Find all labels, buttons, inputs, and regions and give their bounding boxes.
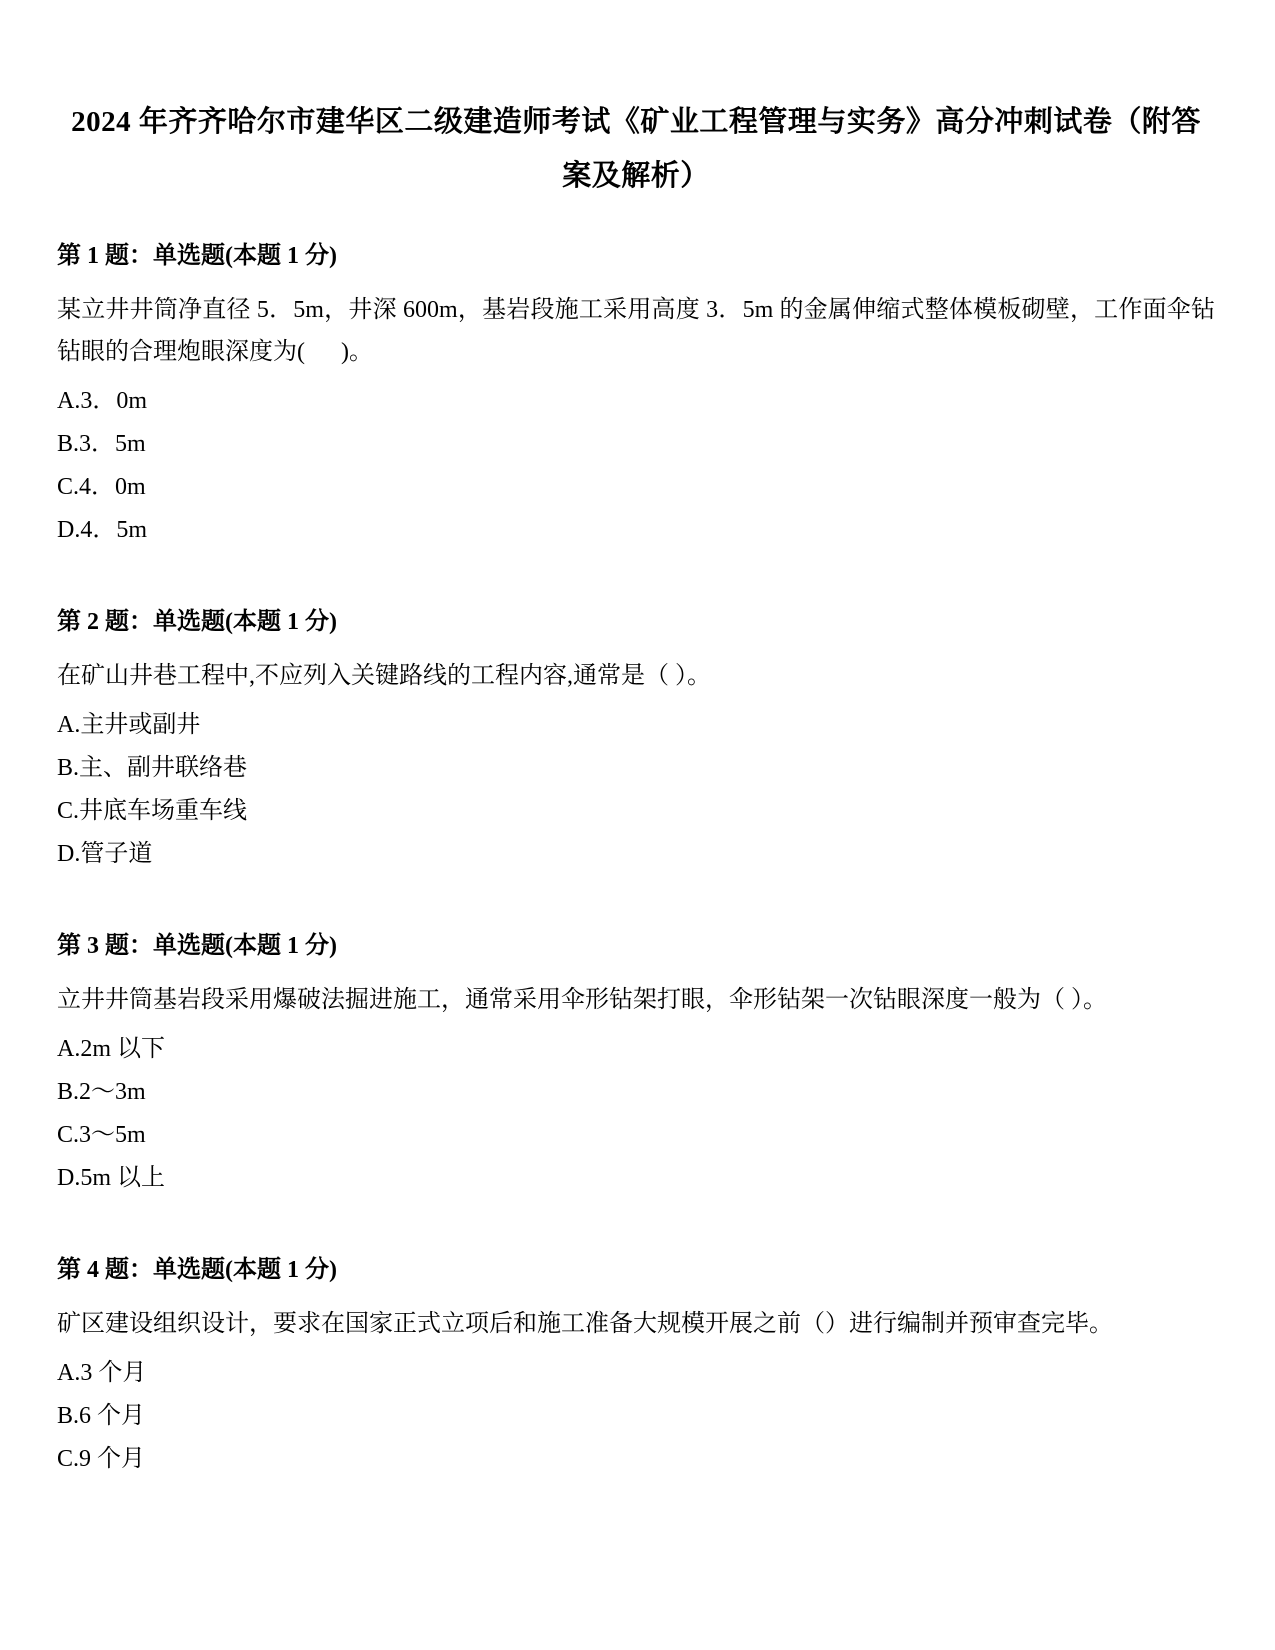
question-options: [57, 1034, 1215, 1193]
question-block: [57, 931, 1215, 1193]
question-options: [57, 710, 1215, 869]
question-options: [57, 1358, 1215, 1474]
question-header: 第 2 题：单选题(本题 1 分): [57, 609, 337, 636]
option: C.3～5m: [57, 1122, 146, 1149]
question-body: 立井井筒基岩段采用爆破法掘进施工，通常采用伞形钻架打眼，伞形钻架一次钻眼深度一般为（ ）。: [57, 987, 1107, 1014]
option: C.9 个月: [57, 1446, 146, 1473]
question-block: [57, 241, 1215, 545]
question-body: 在矿山井巷工程中,不应列入关键路线的工程内容,通常是（ ）。: [57, 663, 711, 690]
option: D.4．5m: [57, 517, 147, 544]
option: A.3．0m: [57, 388, 147, 415]
question-header: 第 4 题：单选题(本题 1 分): [57, 1257, 337, 1284]
option: C.井底车场重车线: [57, 798, 248, 825]
option: B.6 个月: [57, 1403, 146, 1430]
option: A.2m 以下: [57, 1036, 165, 1063]
option: B.3．5m: [57, 431, 146, 458]
option: A.3 个月: [57, 1360, 147, 1387]
option: B.主、副井联络巷: [57, 755, 248, 782]
question-options: [57, 386, 1215, 545]
option: C.4．0m: [57, 474, 146, 501]
question-body: 某立井井筒净直径 5．5m，井深 600m，基岩段施工采用高度 3．5m 的金属伸缩式整体模板砌壁，工作面伞钻钻眼的合理炮眼深度为( )。: [57, 297, 1215, 366]
option: A.主井或副井: [57, 712, 201, 739]
questions-list: [57, 241, 1215, 1474]
document-title: 2024 年齐齐哈尔市建华区二级建造师考试《矿业工程管理与实务》高分冲刺试卷（附答案及解析）: [71, 106, 1201, 192]
question-header: 第 3 题：单选题(本题 1 分): [57, 933, 337, 960]
option: B.2～3m: [57, 1079, 146, 1106]
question-body: 矿区建设组织设计，要求在国家正式立项后和施工准备大规模开展之前（）进行编制并预审查完毕。: [57, 1311, 1113, 1338]
option: D.管子道: [57, 841, 153, 868]
question-block: [57, 607, 1215, 869]
option: D.5m 以上: [57, 1165, 165, 1192]
question-header: 第 1 题：单选题(本题 1 分): [57, 243, 337, 270]
question-block: [57, 1255, 1215, 1474]
